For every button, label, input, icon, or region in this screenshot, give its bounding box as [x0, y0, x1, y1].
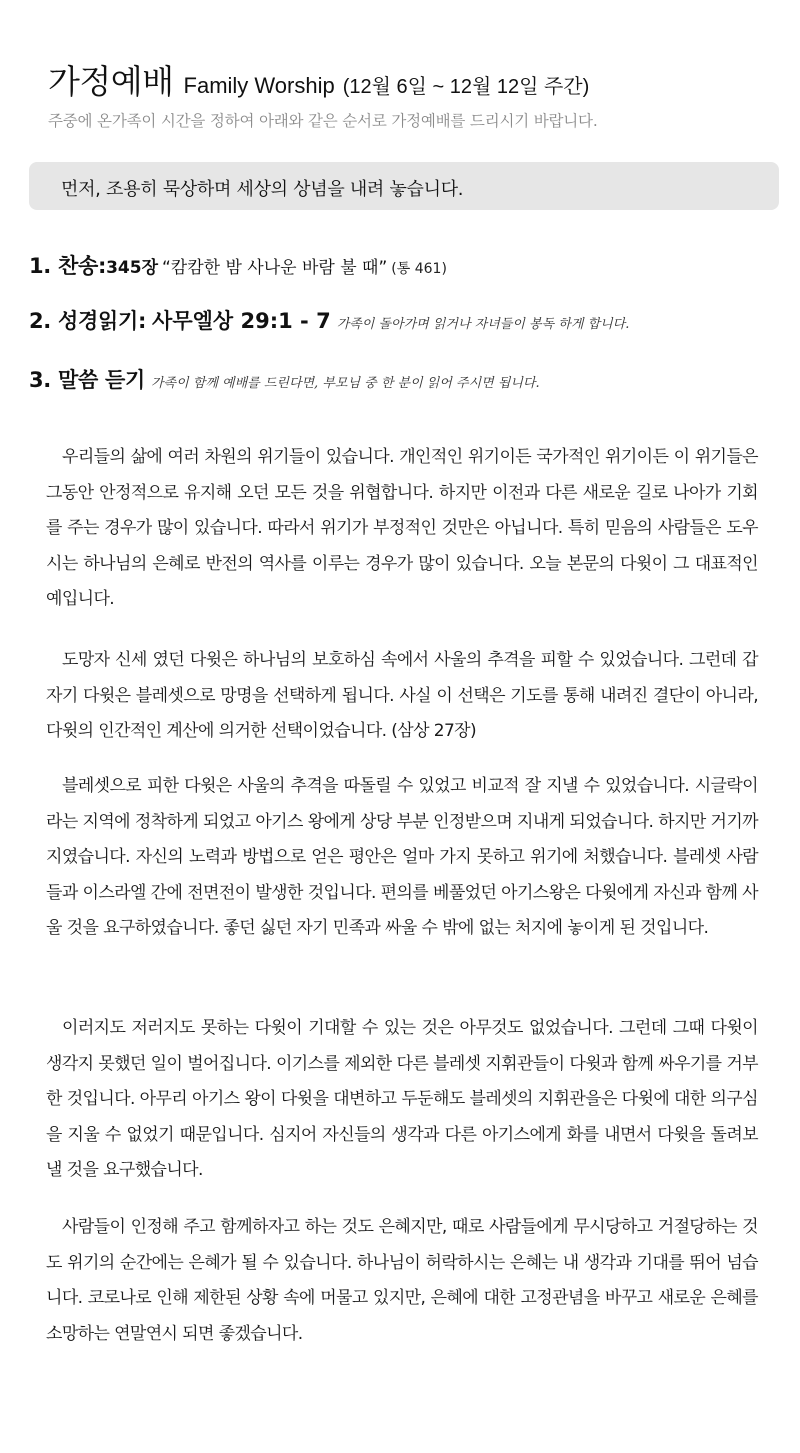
sermon-paragraph: 이러지도 저러지도 못하는 다윗이 기대할 수 있는 것은 아무것도 없었습니다. 그런데 그때 다윗이 생각지 못했던 일이 벌어집니다. 이기스를 제외한 다른 블레셋 지휘관들이 다윗과 함께 싸우기를 거부한 것입니다. 아무리 아기스 왕이 다윗을 대변하고 두둔해도 블레셋의 지휘관을은 다윗에 대한 의구심을 지울 수 없었기 때문입니다. 심지어 자신들의 생각과 다른 아기스에게 화를 내면서 다윗을 돌려보낼 것을 요구했습니다.: [46, 1018, 758, 1180]
hymn-title: “캄캄한 밤 사나운 바람 불 때”: [162, 258, 388, 278]
meditation-banner-text: 먼저, 조용히 묵상하며 세상의 상념을 내려 놓습니다.: [61, 179, 464, 200]
step-hymn-label: 1. 찬송:: [29, 254, 107, 278]
step-reading-note: 가족이 돌아가며 읽거나 자녀들이 봉독 하게 합니다.: [336, 317, 630, 332]
sermon-paragraph: 블레셋으로 피한 다윗은 사울의 추격을 따돌릴 수 있었고 비교적 잘 지낼 수 있었습니다. 시글락이라는 지역에 정착하게 되었고 아기스 왕에게 상당 부분 인정받으며 지내게 되었습니다. 하지만 거기까지였습니다. 자신의 노력과 방법으로 얻은 평안은 얼마 가지 못하고 위기에 처했습니다. 블레셋 사람들과 이스라엘 간에 전면전이 발생한 것입니다. 편의를 베풀었던 아기스왕은 다윗에게 자신과 함께 사울 것을 요구하였습니다. 좋던 싫던 자기 민족과 싸울 수 밖에 없는 처지에 놓이게 된 것입니다.: [46, 776, 758, 938]
sermon-paragraph: 사람들이 인정해 주고 함께하자고 하는 것도 은혜지만, 때로 사람들에게 무시당하고 거절당하는 것도 위기의 순간에는 은혜가 될 수 있습니다. 하나님이 허락하시는 은혜는 내 생각과 기대를 뛰어 넘습니다. 코로나로 인해 제한된 상황 속에 머물고 있지만, 은혜에 대한 고정관념을 바꾸고 새로운 은혜를 소망하는 연말연시 되면 좋겠습니다.: [46, 1217, 758, 1344]
page-header: [48, 56, 778, 103]
hymn-number: 345장: [106, 258, 158, 278]
page-title: 가정예배: [48, 62, 174, 101]
scripture-passage: 사무엘상 29:1 - 7: [152, 309, 331, 333]
step-sermon: [29, 364, 540, 394]
hymn-alt-number: (통 461): [391, 261, 447, 277]
step-reading: [29, 305, 629, 335]
page-title-english: Family Worship: [183, 73, 335, 98]
sermon-paragraph: 도망자 신세 였던 다윗은 하나님의 보호하심 속에서 사울의 추격을 피할 수 있었습니다. 그런데 갑자기 다윗은 블레셋으로 망명을 선택하게 됩니다. 사실 이 선택은 기도를 통해 내려진 결단이 아니라, 다윗의 인간적인 계산에 의거한 선택이었습니다. (삼상 27장): [46, 650, 758, 741]
step-sermon-note: 가족이 함께 예배를 드린다면, 부모님 중 한 분이 읽어 주시면 됩니다.: [150, 376, 540, 391]
step-hymn: [29, 250, 447, 280]
step-sermon-label: 3. 말씀 듣기: [29, 368, 145, 392]
meditation-banner: [29, 162, 779, 210]
sermon-paragraph: 우리들의 삶에 여러 차원의 위기들이 있습니다. 개인적인 위기이든 국가적인 위기이든 이 위기들은 그동안 안정적으로 유지해 오던 모든 것을 위협합니다. 하지만 이전과 다른 새로운 길로 나아가 기회를 주는 경우가 많이 있습니다. 따라서 위기가 부정적인 것만은 아닙니다. 특히 믿음의 사람들은 도우시는 하나님의 은혜로 반전의 역사를 이루는 경우가 많이 있습니다. 오늘 본문의 다윗이 그 대표적인 예입니다.: [46, 447, 758, 609]
page-subtitle: 주중에 온가족이 시간을 정하여 아래와 같은 순서로 가정예배를 드리시기 바랍니다.: [48, 112, 598, 130]
week-date-range: (12월 6일 ~ 12월 12일 주간): [342, 76, 590, 98]
step-reading-label: 2. 성경읽기:: [29, 309, 147, 333]
